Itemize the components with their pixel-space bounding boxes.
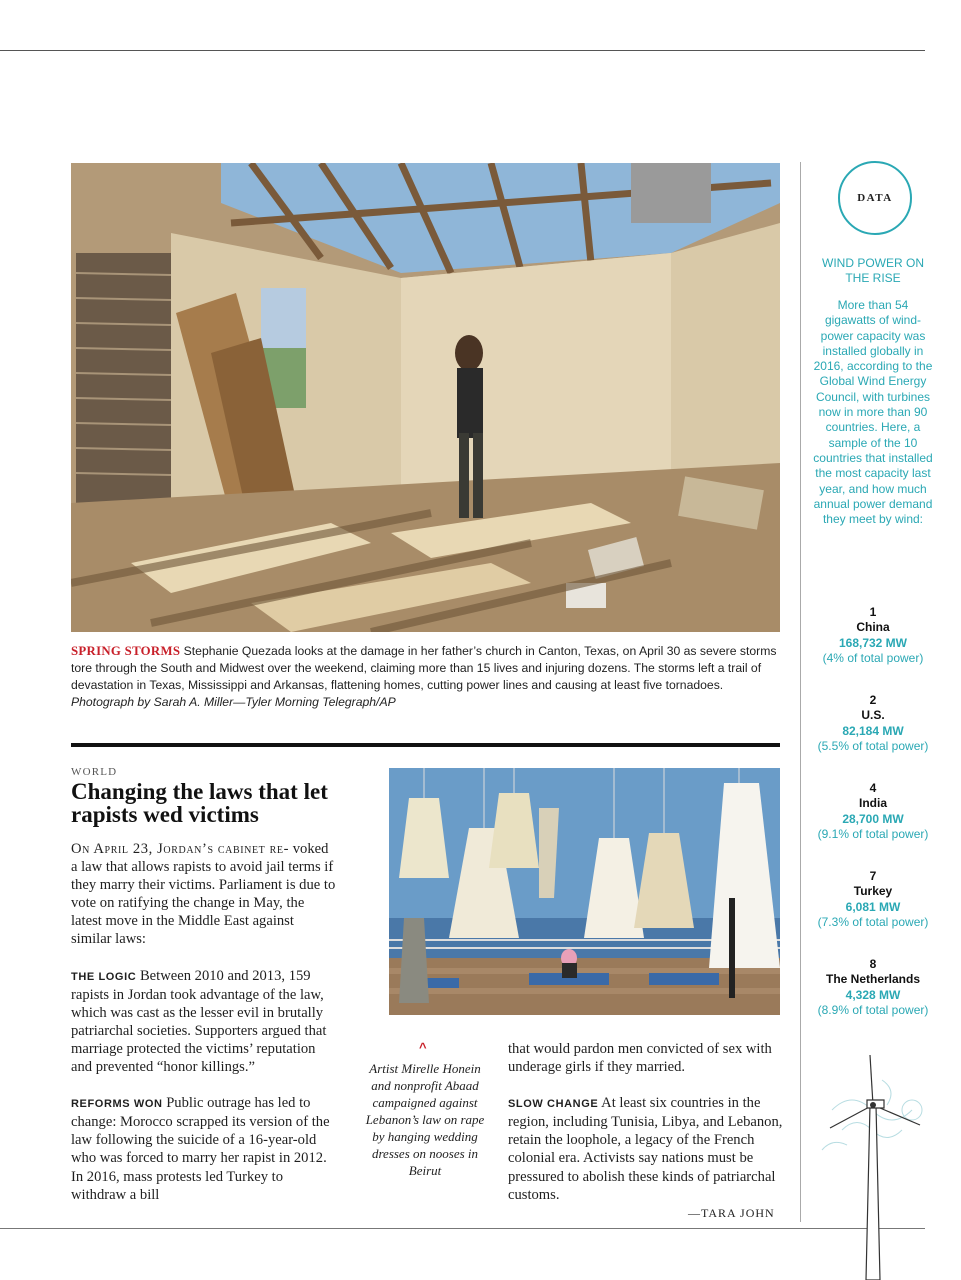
wedding-dresses-photo xyxy=(389,768,780,1015)
article-byline: —TARA JOHN xyxy=(688,1206,775,1220)
entry-country: Turkey xyxy=(853,884,893,899)
entry-country: India xyxy=(858,796,887,811)
data-badge xyxy=(838,161,912,235)
entry-share: (5.5% of total power) xyxy=(817,738,929,753)
slow-change-paragraph xyxy=(508,1094,783,1204)
logic-paragraph xyxy=(71,967,336,1077)
entry-share: (9.1% of total power) xyxy=(817,826,929,841)
slow-change-text: At least six countries in the region, including Tunisia, Libya, and Lebanon, retain the loophole, a legacy of the French colonial era. Activists say nations must be pressured to abolish these kinds of patriarchal customs. xyxy=(508,1095,783,1203)
entry-country: The Netherlands xyxy=(825,972,921,987)
entry-country: China xyxy=(856,620,890,635)
section-divider xyxy=(71,743,780,747)
entry-rank: 8 xyxy=(869,957,877,971)
wind-entry-china xyxy=(812,605,934,666)
bottom-rule xyxy=(0,1228,925,1229)
sidebar-title: WIND POWER ON THE RISE xyxy=(822,256,924,286)
reforms-paragraph xyxy=(71,1094,336,1204)
article-headline: Changing the laws that let rapists wed victims xyxy=(71,779,328,827)
sidebar-divider xyxy=(800,162,801,1222)
top-rule xyxy=(0,50,925,51)
entry-rank: 2 xyxy=(869,693,877,707)
wind-turbine-icon xyxy=(812,1050,942,1280)
article-kicker: WORLD xyxy=(71,766,118,778)
reforms-text: Public outrage has led to change: Morocco scrapped its version of the law following the suicide of a 16-year-old who was forced to marry her rapist in 2012. In 2016, mass protests led Turkey to withdraw a bill xyxy=(71,1095,330,1203)
storm-photo-caption xyxy=(71,643,783,711)
entry-rank: 1 xyxy=(869,605,877,619)
entry-share: (4% of total power) xyxy=(822,650,924,665)
entry-capacity: 82,184 MW xyxy=(842,723,904,738)
wind-entry-netherlands xyxy=(812,957,934,1018)
entry-capacity: 6,081 MW xyxy=(845,899,901,914)
entry-share: (8.9% of total power) xyxy=(817,1002,929,1017)
wind-entry-us xyxy=(812,693,934,754)
sidebar-intro: More than 54 gigawatts of wind-power capacity was installed globally in 2016, according to the Global Wind Energy Council, with turbines now in more than 90 countries. Here, a sample of the 10 countries that installed the most capacity last year, and how much annual power demand they meet by wind: xyxy=(813,298,933,527)
entry-capacity: 168,732 MW xyxy=(838,635,908,650)
entry-country: U.S. xyxy=(861,708,885,723)
caption-credit: Photograph by Sarah A. Miller—Tyler Morning Telegraph/AP xyxy=(71,695,396,709)
lede-smallcaps: On April 23, Jordan’s cabinet re- xyxy=(71,841,290,857)
lede-text: voked a law that allows rapists to avoid jail terms if they marry their victims. Parliament is due to vote on ratifying the change in May, the latest move in the Middle East against similar laws: xyxy=(71,841,336,948)
data-badge-label: DATA xyxy=(857,192,893,204)
entry-share: (7.3% of total power) xyxy=(817,914,929,929)
caption-text: Stephanie Quezada looks at the damage in her father’s church in Canton, Texas, on April 30 as severe storms tore through the South and Midwest over the weekend, claiming more than 15 lives and injuring dozens. The storms left a trail of devastation in Texas, Mississippi and Arkansas, flattening homes, cutting power lines and causing at least five tornadoes. xyxy=(71,644,777,692)
caption-caret-icon: ^ xyxy=(419,1040,427,1055)
entry-capacity: 4,328 MW xyxy=(845,987,901,1002)
dresses-photo-caption: Artist Mirelle Honein and nonprofit Abaad campaigned against Lebanon’s law on rape by hanging wedding dresses on nooses in Beirut xyxy=(365,1061,485,1178)
reforms-label: REFORMS WON xyxy=(71,1098,163,1111)
article-lede xyxy=(71,840,336,949)
reforms-continued: that would pardon men convicted of sex with underage girls if they married. xyxy=(508,1041,772,1076)
entry-rank: 4 xyxy=(869,781,877,795)
entry-capacity: 28,700 MW xyxy=(842,811,904,826)
logic-label: THE LOGIC xyxy=(71,970,137,983)
wind-entry-turkey xyxy=(812,869,934,930)
wind-entry-india xyxy=(812,781,934,842)
logic-text: Between 2010 and 2013, 159 rapists in Jordan took advantage of the law, which was cast as the lesser evil in brutally patriarchal societies. Supporters argued that marriage protected the victims’ reputation and prevented “honor killings.” xyxy=(71,967,327,1076)
slow-change-label: SLOW CHANGE xyxy=(508,1098,599,1111)
article-column-1 xyxy=(71,840,336,1222)
entry-rank: 7 xyxy=(869,869,877,883)
article-column-3 xyxy=(508,1040,783,1222)
storm-damage-photo xyxy=(71,163,780,632)
caption-label: SPRING STORMS xyxy=(71,644,181,658)
